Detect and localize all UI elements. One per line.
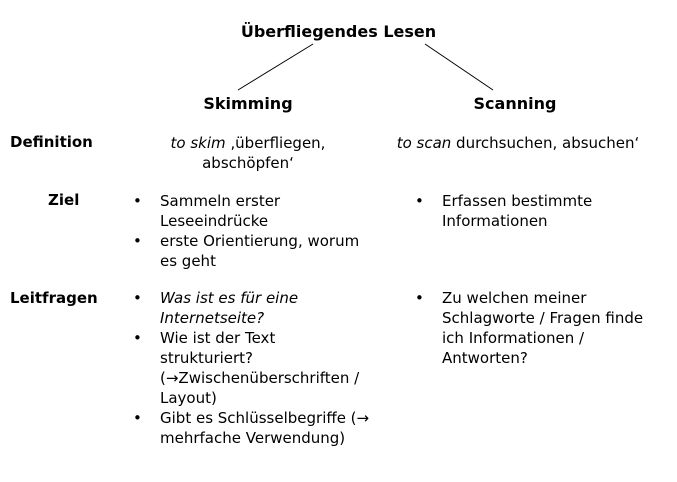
definition-scan-meaning: durchsuchen, absuchen‘	[451, 134, 640, 152]
column-heading-skimming: Skimming	[203, 94, 293, 113]
row-label-ziel-text: Ziel	[48, 191, 80, 209]
list-item: • Zu welchen meiner Schlagworte / Fragen finde ich Informationen / Antworten?	[415, 288, 660, 368]
definition-skim-term: to skim	[170, 134, 226, 152]
list-item: • Sammeln erster Leseeindrücke	[133, 191, 373, 231]
diagram-title: Überfliegendes Lesen	[240, 22, 437, 41]
column-heading-scanning: Scanning	[473, 94, 557, 113]
definition-scan-term: to scan	[396, 134, 452, 152]
row-label-leitfragen: Leitfragen	[10, 289, 98, 307]
connector-line-skimming	[238, 44, 313, 90]
leitfragen-skimming-list	[133, 288, 373, 448]
list-item: • Erfassen bestimmte Informationen	[415, 191, 660, 231]
ziel-skimming-list	[133, 191, 373, 271]
row-label-ziel	[10, 191, 118, 209]
connector-line-scanning	[425, 44, 493, 90]
definition-scanning	[378, 133, 658, 153]
ziel-scanning-list	[415, 191, 660, 231]
list-item: • Was ist es für eine Internetseite?	[133, 288, 373, 328]
list-item: • Gibt es Schlüsselbegriffe (→ mehrfache Verwendung)	[133, 408, 373, 448]
definition-skim-meaning: ‚überfliegen, abschöpfen‘	[202, 134, 326, 172]
leitfragen-scanning-list	[415, 288, 660, 368]
list-item: • Wie ist der Text strukturiert? (→Zwischenüberschriften / Layout)	[133, 328, 373, 408]
row-label-definition: Definition	[10, 133, 93, 151]
list-item: • erste Orientierung, worum es geht	[133, 231, 373, 271]
definition-skimming	[148, 133, 348, 173]
